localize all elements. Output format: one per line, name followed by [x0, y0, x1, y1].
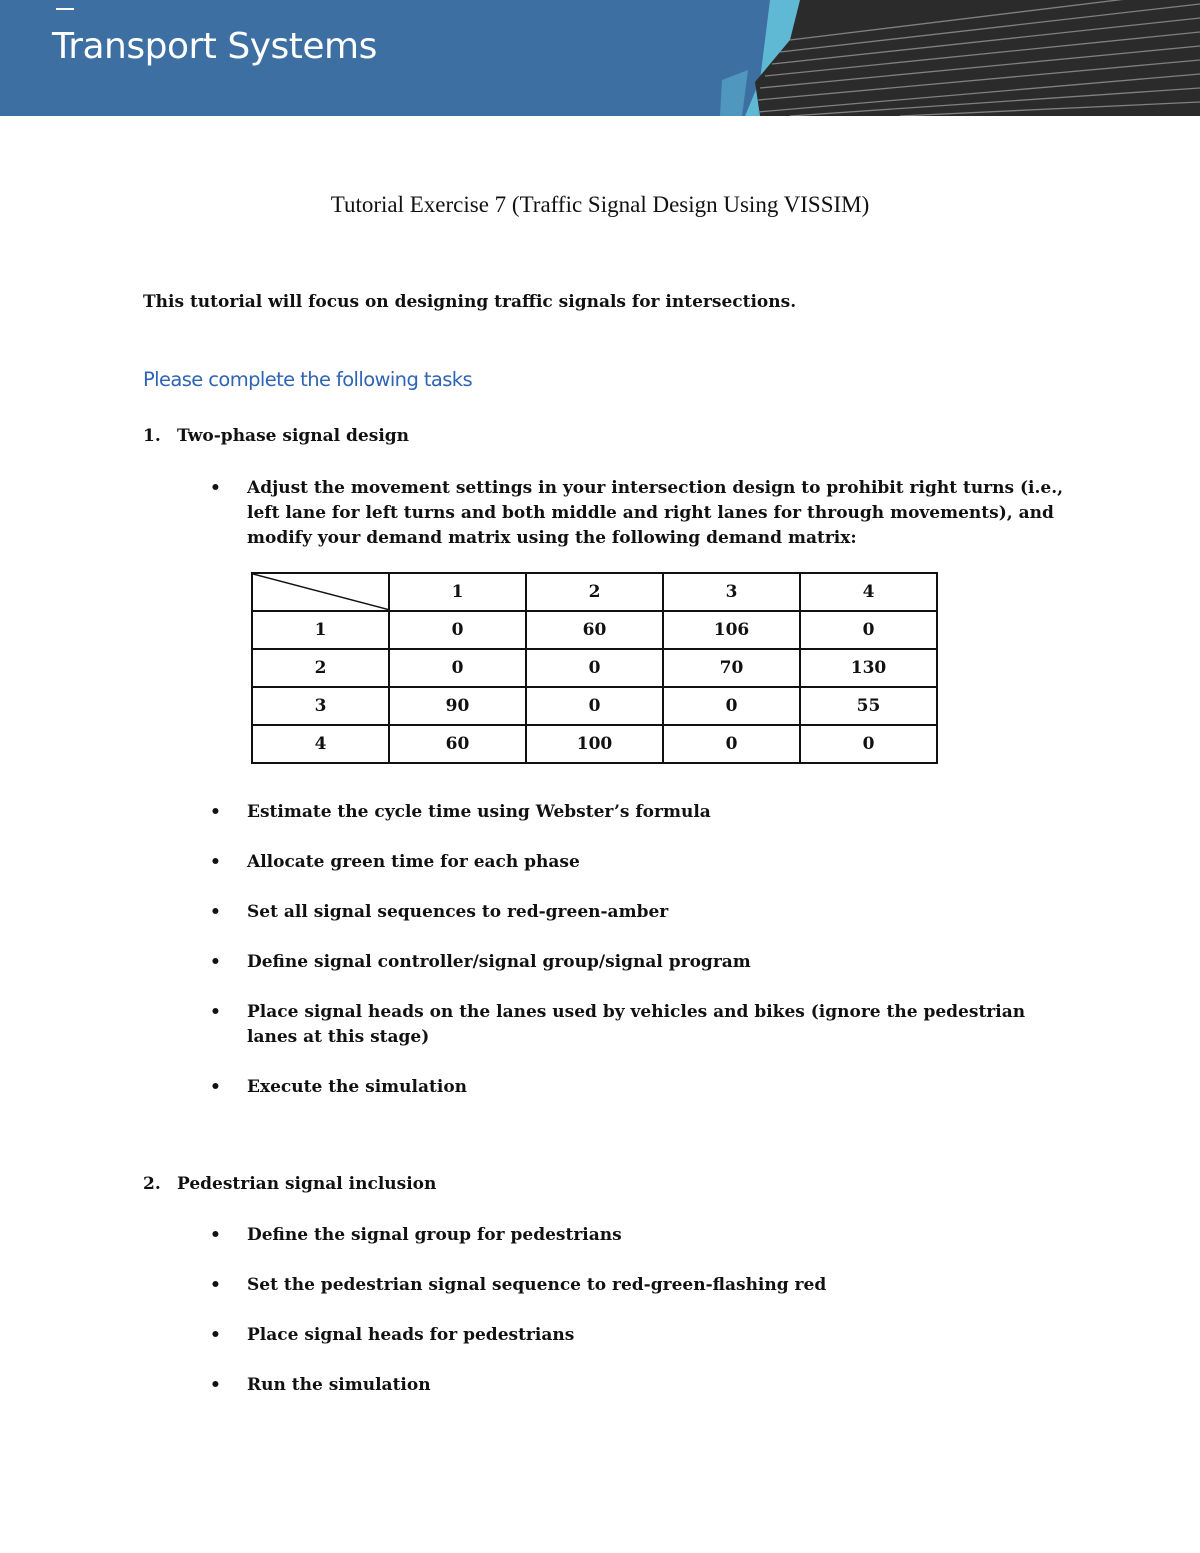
section-heading: Please complete the following tasks: [143, 368, 473, 391]
header-dash: [56, 8, 74, 10]
task-2-bullet-1: [210, 1223, 1070, 1248]
matrix-cell: 100: [526, 725, 663, 763]
matrix-cell: 130: [800, 649, 937, 687]
matrix-row-label: 2: [252, 649, 389, 687]
bullet-text: Allocate green time for each phase: [247, 852, 580, 872]
task-1-bullet-5: [210, 950, 1070, 975]
matrix-cell: 60: [389, 725, 526, 763]
document-title: Tutorial Exercise 7 (Traffic Signal Design Using VISSIM): [330, 192, 870, 217]
matrix-column-header: 4: [800, 573, 937, 611]
task-title-text: Pedestrian signal inclusion: [177, 1174, 437, 1194]
bullet-icon: •: [210, 852, 221, 872]
matrix-cell: 0: [526, 687, 663, 725]
task-1-bullet-3: [210, 850, 1070, 875]
matrix-cell: 90: [389, 687, 526, 725]
bullet-text: Adjust the movement settings in your intersection design to prohibit right turns (i.e., left lane for left turns and both middle and right lanes for through movements), and modify your demand matrix using the following demand matrix:: [247, 478, 1064, 548]
matrix-cell: 70: [663, 649, 800, 687]
matrix-cell: 0: [663, 687, 800, 725]
bullet-text: Place signal heads for pedestrians: [247, 1325, 575, 1345]
diagonal-line: [253, 574, 390, 612]
task-number: 2.: [143, 1174, 161, 1194]
task-number: 1.: [143, 426, 161, 446]
bullet-text: Define the signal group for pedestrians: [247, 1225, 622, 1245]
intro-text: This tutorial will focus on designing traffic signals for intersections.: [143, 292, 797, 312]
bullet-text: Run the simulation: [247, 1375, 431, 1395]
matrix-corner-cell: [252, 573, 389, 611]
bullet-icon: •: [210, 478, 221, 498]
task-title-text: Two-phase signal design: [177, 426, 410, 446]
task-1-bullet-1: [210, 476, 1070, 551]
bullet-text: Execute the simulation: [247, 1077, 468, 1097]
task-1-title: [143, 426, 409, 446]
matrix-cell: 55: [800, 687, 937, 725]
matrix-row: [252, 649, 937, 687]
header-banner: [0, 0, 1200, 116]
bullet-text: Place signal heads on the lanes used by vehicles and bikes (ignore the pedestrian lanes at this stage): [247, 1002, 1026, 1047]
bullet-icon: •: [210, 1002, 221, 1022]
matrix-row-label: 3: [252, 687, 389, 725]
matrix-row: [252, 611, 937, 649]
bullet-icon: •: [210, 1325, 221, 1345]
task-1-bullet-2: [210, 800, 1070, 825]
matrix-column-header: 1: [389, 573, 526, 611]
bullet-icon: •: [210, 952, 221, 972]
matrix-cell: 106: [663, 611, 800, 649]
matrix-row: [252, 687, 937, 725]
matrix-cell: 60: [526, 611, 663, 649]
task-1-bullet-4: [210, 900, 1070, 925]
bullet-text: Define signal controller/signal group/signal program: [247, 952, 751, 972]
matrix-header-row: [252, 573, 937, 611]
task-1-bullet-6: [210, 1000, 1070, 1050]
bullet-icon: •: [210, 802, 221, 822]
bullet-text: Estimate the cycle time using Webster’s formula: [247, 802, 711, 822]
matrix-column-header: 2: [526, 573, 663, 611]
bullet-text: Set all signal sequences to red-green-amber: [247, 902, 669, 922]
task-2-title: [143, 1174, 436, 1194]
task-2-bullet-2: [210, 1273, 1070, 1298]
bullet-text: Set the pedestrian signal sequence to red-green-flashing red: [247, 1275, 827, 1295]
matrix-cell: 0: [800, 611, 937, 649]
matrix-column-header: 3: [663, 573, 800, 611]
bullet-icon: •: [210, 1225, 221, 1245]
matrix-cell: 0: [526, 649, 663, 687]
bullet-icon: •: [210, 1375, 221, 1395]
demand-matrix-table: [251, 572, 938, 764]
matrix-cell: 0: [663, 725, 800, 763]
task-1-bullet-7: [210, 1075, 1070, 1100]
matrix-row-label: 4: [252, 725, 389, 763]
bullet-icon: •: [210, 902, 221, 922]
matrix-cell: 0: [389, 611, 526, 649]
bullet-icon: •: [210, 1275, 221, 1295]
bullet-icon: •: [210, 1077, 221, 1097]
task-2-bullet-4: [210, 1373, 1070, 1398]
matrix-cell: 0: [800, 725, 937, 763]
task-2-bullet-3: [210, 1323, 1070, 1348]
brand-title: Transport Systems: [52, 26, 377, 67]
matrix-row-label: 1: [252, 611, 389, 649]
matrix-cell: 0: [389, 649, 526, 687]
matrix-row: [252, 725, 937, 763]
